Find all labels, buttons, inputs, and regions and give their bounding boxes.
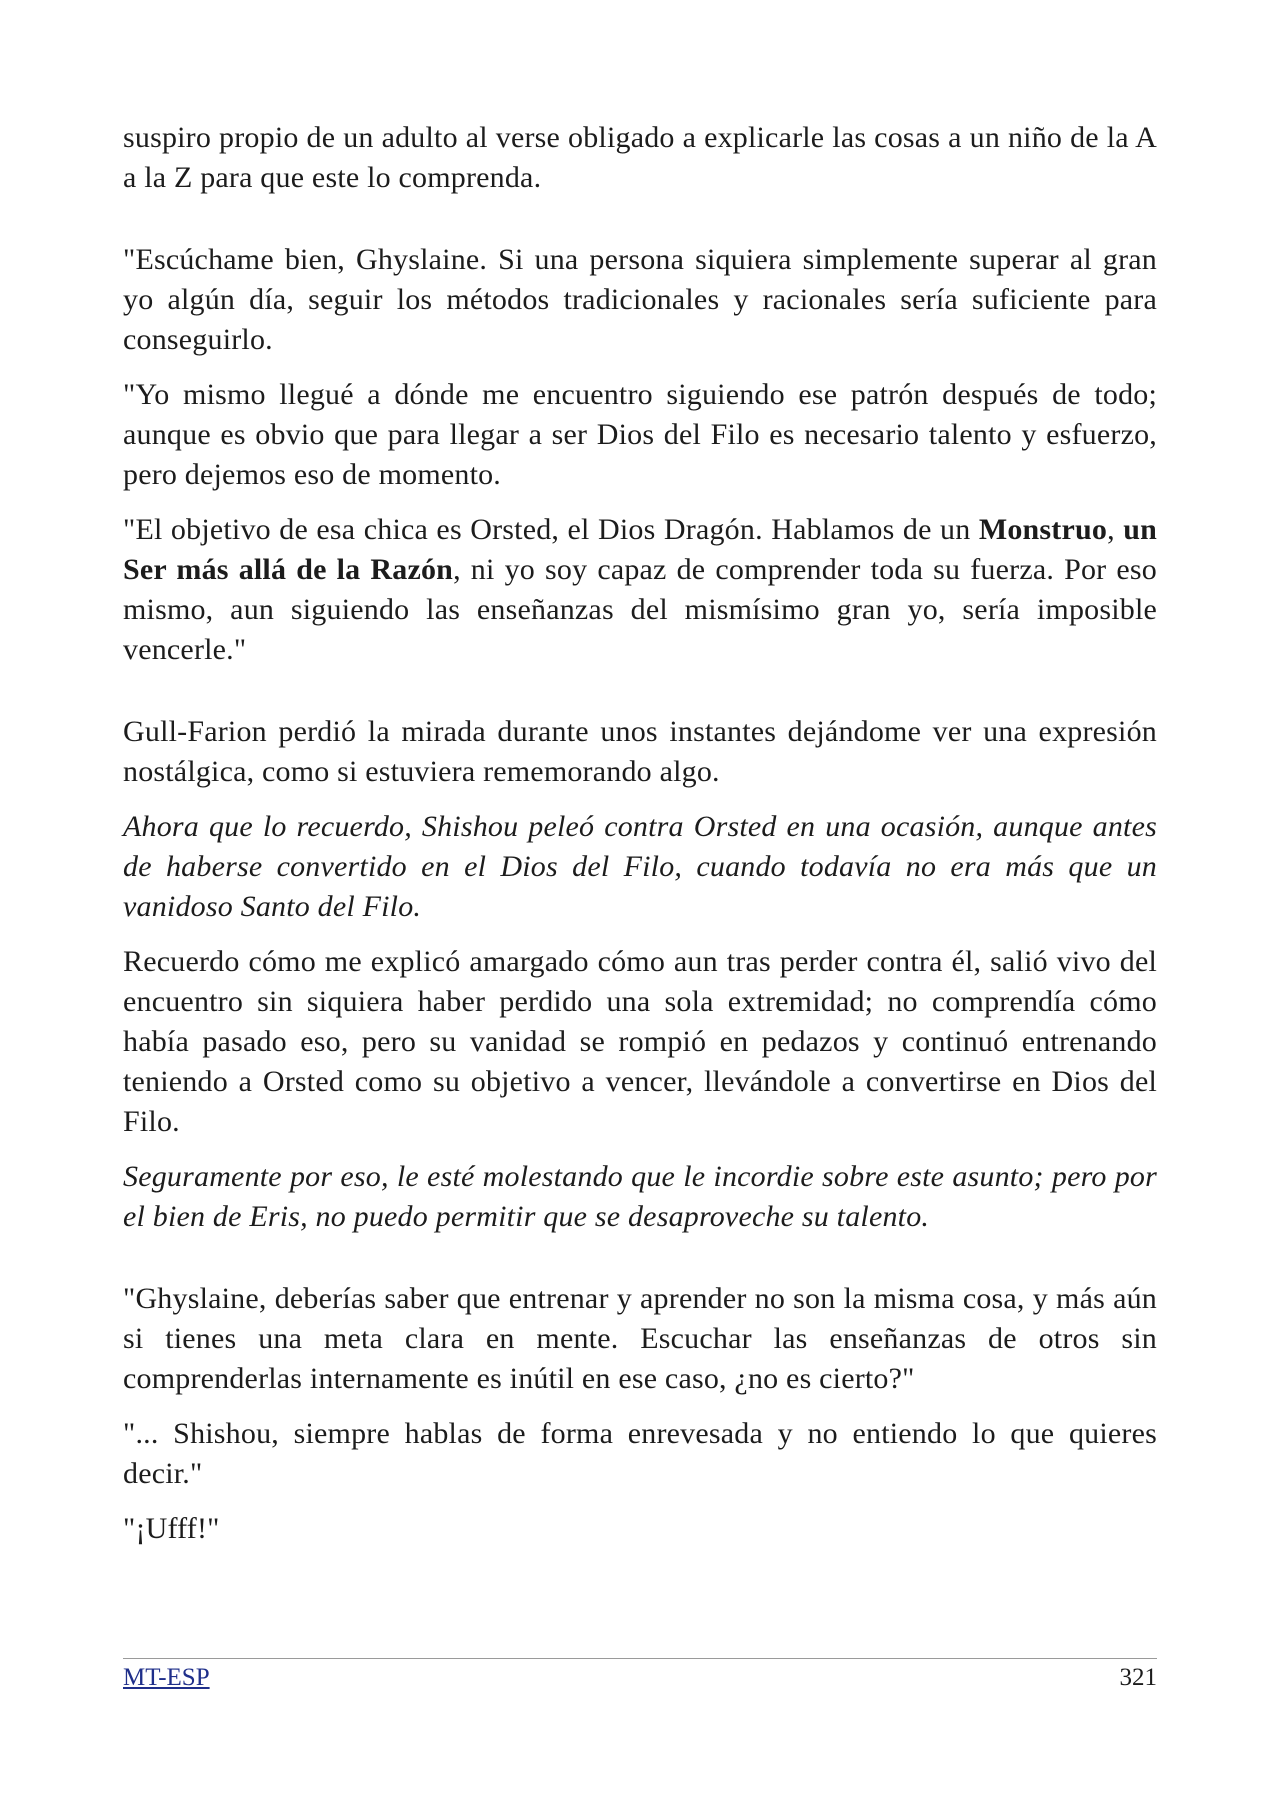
paragraph-4: [123, 510, 1157, 670]
page-number: 321: [1119, 1664, 1157, 1691]
paragraph-7: Recuerdo cómo me explicó amargado cómo aun tras perder contra él, salió vivo del encuentro sin siquiera haber perdido una sola extremidad; no comprendía cómo había pasado eso, pero su vanidad se rompió en pedazos y continuó entrenando teniendo a Orsted como su objetivo a vencer, llevándole a convertirse en Dios del Filo.: [123, 945, 1157, 1138]
paragraph-5: Gull-Farion perdió la mirada durante unos instantes dejándome ver una expresión nostálgica, como si estuviera rememorando algo.: [123, 715, 1157, 788]
paragraph-2: "Escúchame bien, Ghyslaine. Si una persona siquiera simplemente superar al gran yo algún día, seguir los métodos tradicionales y racionales sería suficiente para conseguirlo.: [123, 243, 1157, 356]
paragraph-3: "Yo mismo llegué a dónde me encuentro siguiendo ese patrón después de todo; aunque es obvio que para llegar a ser Dios del Filo es necesario talento y esfuerzo, pero dejemos eso de momento.: [123, 378, 1157, 491]
bold-ser-mas-alla: un Ser más allá de la Razón: [123, 513, 1157, 586]
bold-monstruo: Monstruo: [978, 513, 1108, 546]
footer-link[interactable]: MT-ESP: [123, 1664, 210, 1691]
paragraph-10: "... Shishou, siempre hablas de forma enrevesada y no entiendo lo que quieres decir.": [123, 1417, 1157, 1490]
paragraph-11: "¡Ufff!": [123, 1512, 220, 1545]
paragraph-8-thought: Seguramente por eso, le esté molestando que le incordie sobre este asunto; pero por el bien de Eris, no puedo permitir que se desaproveche su talento.: [123, 1160, 1157, 1233]
paragraph-4-after: , ni yo soy capaz de comprender toda su fuerza. Por eso mismo, aun siguiendo las enseñanzas del mismísimo gran yo, sería imposible vencerle.": [123, 553, 1157, 666]
paragraph-6-thought: Ahora que lo recuerdo, Shishou peleó contra Orsted en una ocasión, aunque antes de haberse convertido en el Dios del Filo, cuando todavía no era más que un vanidoso Santo del Filo.: [123, 810, 1157, 923]
page-footer: [123, 1658, 1157, 1693]
paragraph-4-sep: ,: [1107, 513, 1124, 546]
paragraph-1: suspiro propio de un adulto al verse obligado a explicarle las cosas a un niño de la A a la Z para que este lo comprenda.: [123, 121, 1157, 194]
paragraph-9: "Ghyslaine, deberías saber que entrenar y aprender no son la misma cosa, y más aún si tienes una meta clara en mente. Escuchar las enseñanzas de otros sin comprenderlas internamente es inútil en ese caso, ¿no es cierto?": [123, 1282, 1157, 1395]
paragraph-4-before: "El objetivo de esa chica es Orsted, el Dios Dragón. Hablamos de un: [123, 513, 979, 546]
page-body: [123, 118, 1157, 1564]
